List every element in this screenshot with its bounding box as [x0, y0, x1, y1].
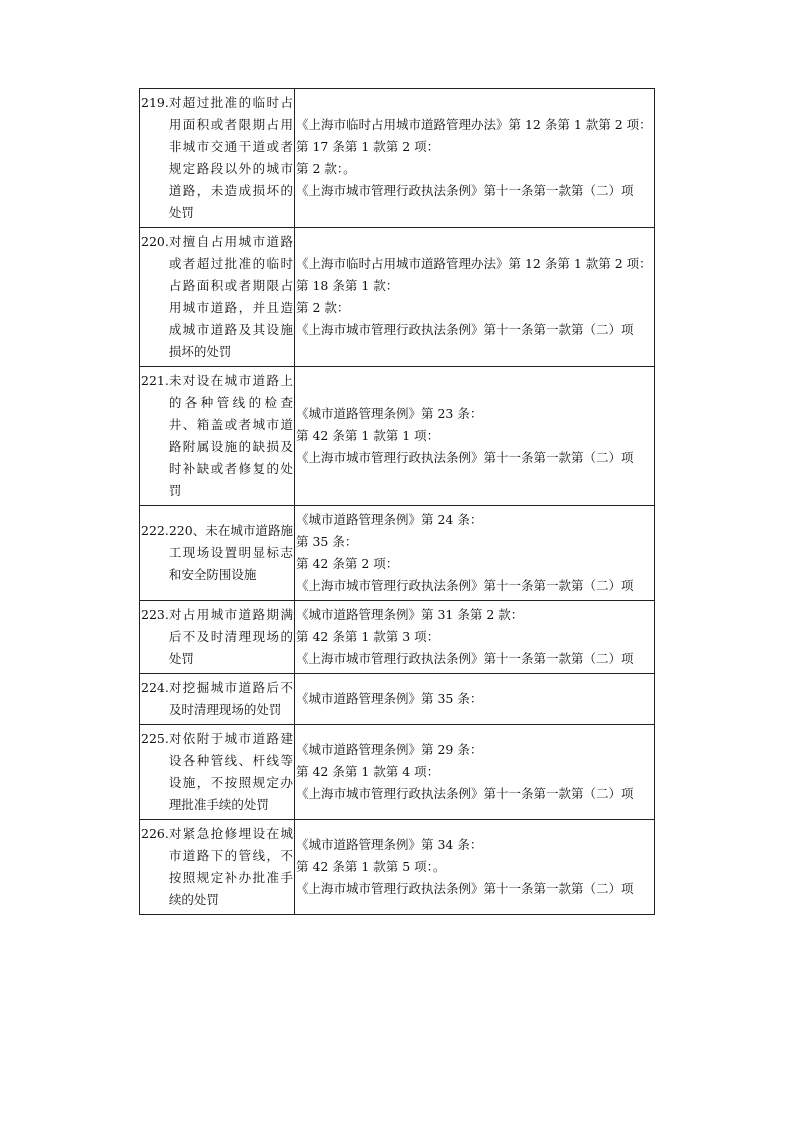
penalty-item-cell	[140, 674, 295, 725]
legal-basis-line: 第 2 款：。	[296, 161, 356, 176]
legal-basis-line: 《上海市城市管理行政执法条例》第十一条第一款第（二）项	[296, 786, 634, 801]
legal-basis-line: 《上海市城市管理行政执法条例》第十一条第一款第（二）项	[296, 651, 634, 666]
legal-basis-cell	[295, 506, 655, 601]
penalty-item	[141, 823, 293, 911]
legal-basis-cell	[295, 820, 655, 915]
penalty-item-cell	[140, 89, 295, 228]
table-row	[140, 725, 655, 820]
penalty-item	[141, 604, 293, 670]
legal-basis-line: 第 35 条：	[296, 534, 358, 549]
legal-basis-line: 《城市道路管理条例》第 23 条：	[296, 406, 483, 421]
penalty-item	[141, 520, 293, 586]
table-body	[140, 89, 655, 915]
item-description: 对超过批准的临时占用面积或者限期占用非城市交通干道或者规定路段以外的城市道路，未造成损坏的处罚	[168, 95, 293, 220]
penalty-item-cell	[140, 725, 295, 820]
legal-basis-cell	[295, 367, 655, 506]
table-row	[140, 674, 655, 725]
item-description: 对擅自占用城市道路或者超过批准的临时占路面积或者期限占用城市道路，并且造成城市道路及其设施损坏的处罚	[168, 234, 293, 359]
legal-basis-line: 《城市道路管理条例》第 34 条：	[296, 837, 483, 852]
penalty-item-cell	[140, 601, 295, 674]
item-description: 未对设在城市道路上的各种管线的检查井、箱盖或者城市道路附属设施的缺损及时补缺或者修复的处罚	[168, 373, 293, 498]
item-number: 222.	[141, 523, 169, 538]
item-number: 221.	[141, 373, 169, 388]
legal-basis-line: 《城市道路管理条例》第 35 条：	[296, 691, 483, 706]
table-row	[140, 228, 655, 367]
penalty-item-cell	[140, 506, 295, 601]
legal-basis-line: 《上海市城市管理行政执法条例》第十一条第一款第（二）项	[296, 450, 634, 465]
legal-basis-line: 第 42 条第 2 项：	[296, 556, 399, 571]
item-number: 226.	[141, 826, 169, 841]
item-description: 220、未在城市道路施工现场设置明显标志和安全防围设施	[168, 523, 293, 582]
legal-basis-line: 第 2 款：	[296, 300, 350, 315]
item-description: 对依附于城市道路建设各种管线、杆线等设施，不按照规定办理批准手续的处罚	[168, 731, 293, 812]
penalty-item	[141, 370, 293, 502]
penalty-item	[141, 231, 293, 363]
table-row	[140, 820, 655, 915]
legal-basis-line: 第 17 条第 1 款第 2 项：	[296, 139, 440, 154]
legal-basis-cell	[295, 674, 655, 725]
legal-basis-line: 《上海市城市管理行政执法条例》第十一条第一款第（二）项	[296, 578, 634, 593]
penalty-basis-table	[139, 88, 655, 915]
table-row	[140, 601, 655, 674]
item-description: 对挖掘城市道路后不及时清理现场的处罚	[168, 680, 293, 717]
legal-basis-cell	[295, 89, 655, 228]
item-description: 对占用城市道路期满后不及时清理现场的处罚	[168, 607, 293, 666]
penalty-item	[141, 92, 293, 224]
item-number: 219.	[141, 95, 169, 110]
legal-basis-line: 第 42 条第 1 款第 3 项：	[296, 629, 440, 644]
table-row	[140, 89, 655, 228]
penalty-item-cell	[140, 228, 295, 367]
legal-basis-line: 《城市道路管理条例》第 24 条：	[296, 512, 483, 527]
legal-basis-line: 《上海市城市管理行政执法条例》第十一条第一款第（二）项	[296, 881, 634, 896]
legal-basis-line: 《城市道路管理条例》第 29 条：	[296, 742, 483, 757]
legal-basis-line: 《上海市临时占用城市道路管理办法》第 12 条第 1 款第 2 项：	[296, 256, 652, 271]
legal-basis-line: 《上海市城市管理行政执法条例》第十一条第一款第（二）项	[296, 183, 634, 198]
legal-basis-cell	[295, 725, 655, 820]
table-row	[140, 367, 655, 506]
penalty-item-cell	[140, 367, 295, 506]
legal-basis-line: 《上海市临时占用城市道路管理办法》第 12 条第 1 款第 2 项：	[296, 117, 652, 132]
table-row	[140, 506, 655, 601]
legal-basis-line: 第 18 条第 1 款：	[296, 278, 399, 293]
item-number: 225.	[141, 731, 169, 746]
legal-basis-line: 《上海市城市管理行政执法条例》第十一条第一款第（二）项	[296, 322, 634, 337]
legal-basis-line: 第 42 条第 1 款第 1 项：	[296, 428, 440, 443]
item-number: 220.	[141, 234, 169, 249]
item-description: 对紧急抢修埋设在城市道路下的管线，不按照规定补办批准手续的处罚	[168, 826, 293, 907]
item-number: 223.	[141, 607, 169, 622]
legal-basis-line: 第 42 条第 1 款第 5 项：。	[296, 859, 446, 874]
penalty-item	[141, 677, 293, 721]
legal-basis-cell	[295, 601, 655, 674]
legal-basis-line: 第 42 条第 1 款第 4 项：	[296, 764, 440, 779]
legal-basis-cell	[295, 228, 655, 367]
penalty-item	[141, 728, 293, 816]
item-number: 224.	[141, 680, 169, 695]
penalty-item-cell	[140, 820, 295, 915]
legal-basis-line: 《城市道路管理条例》第 31 条第 2 款：	[296, 607, 524, 622]
